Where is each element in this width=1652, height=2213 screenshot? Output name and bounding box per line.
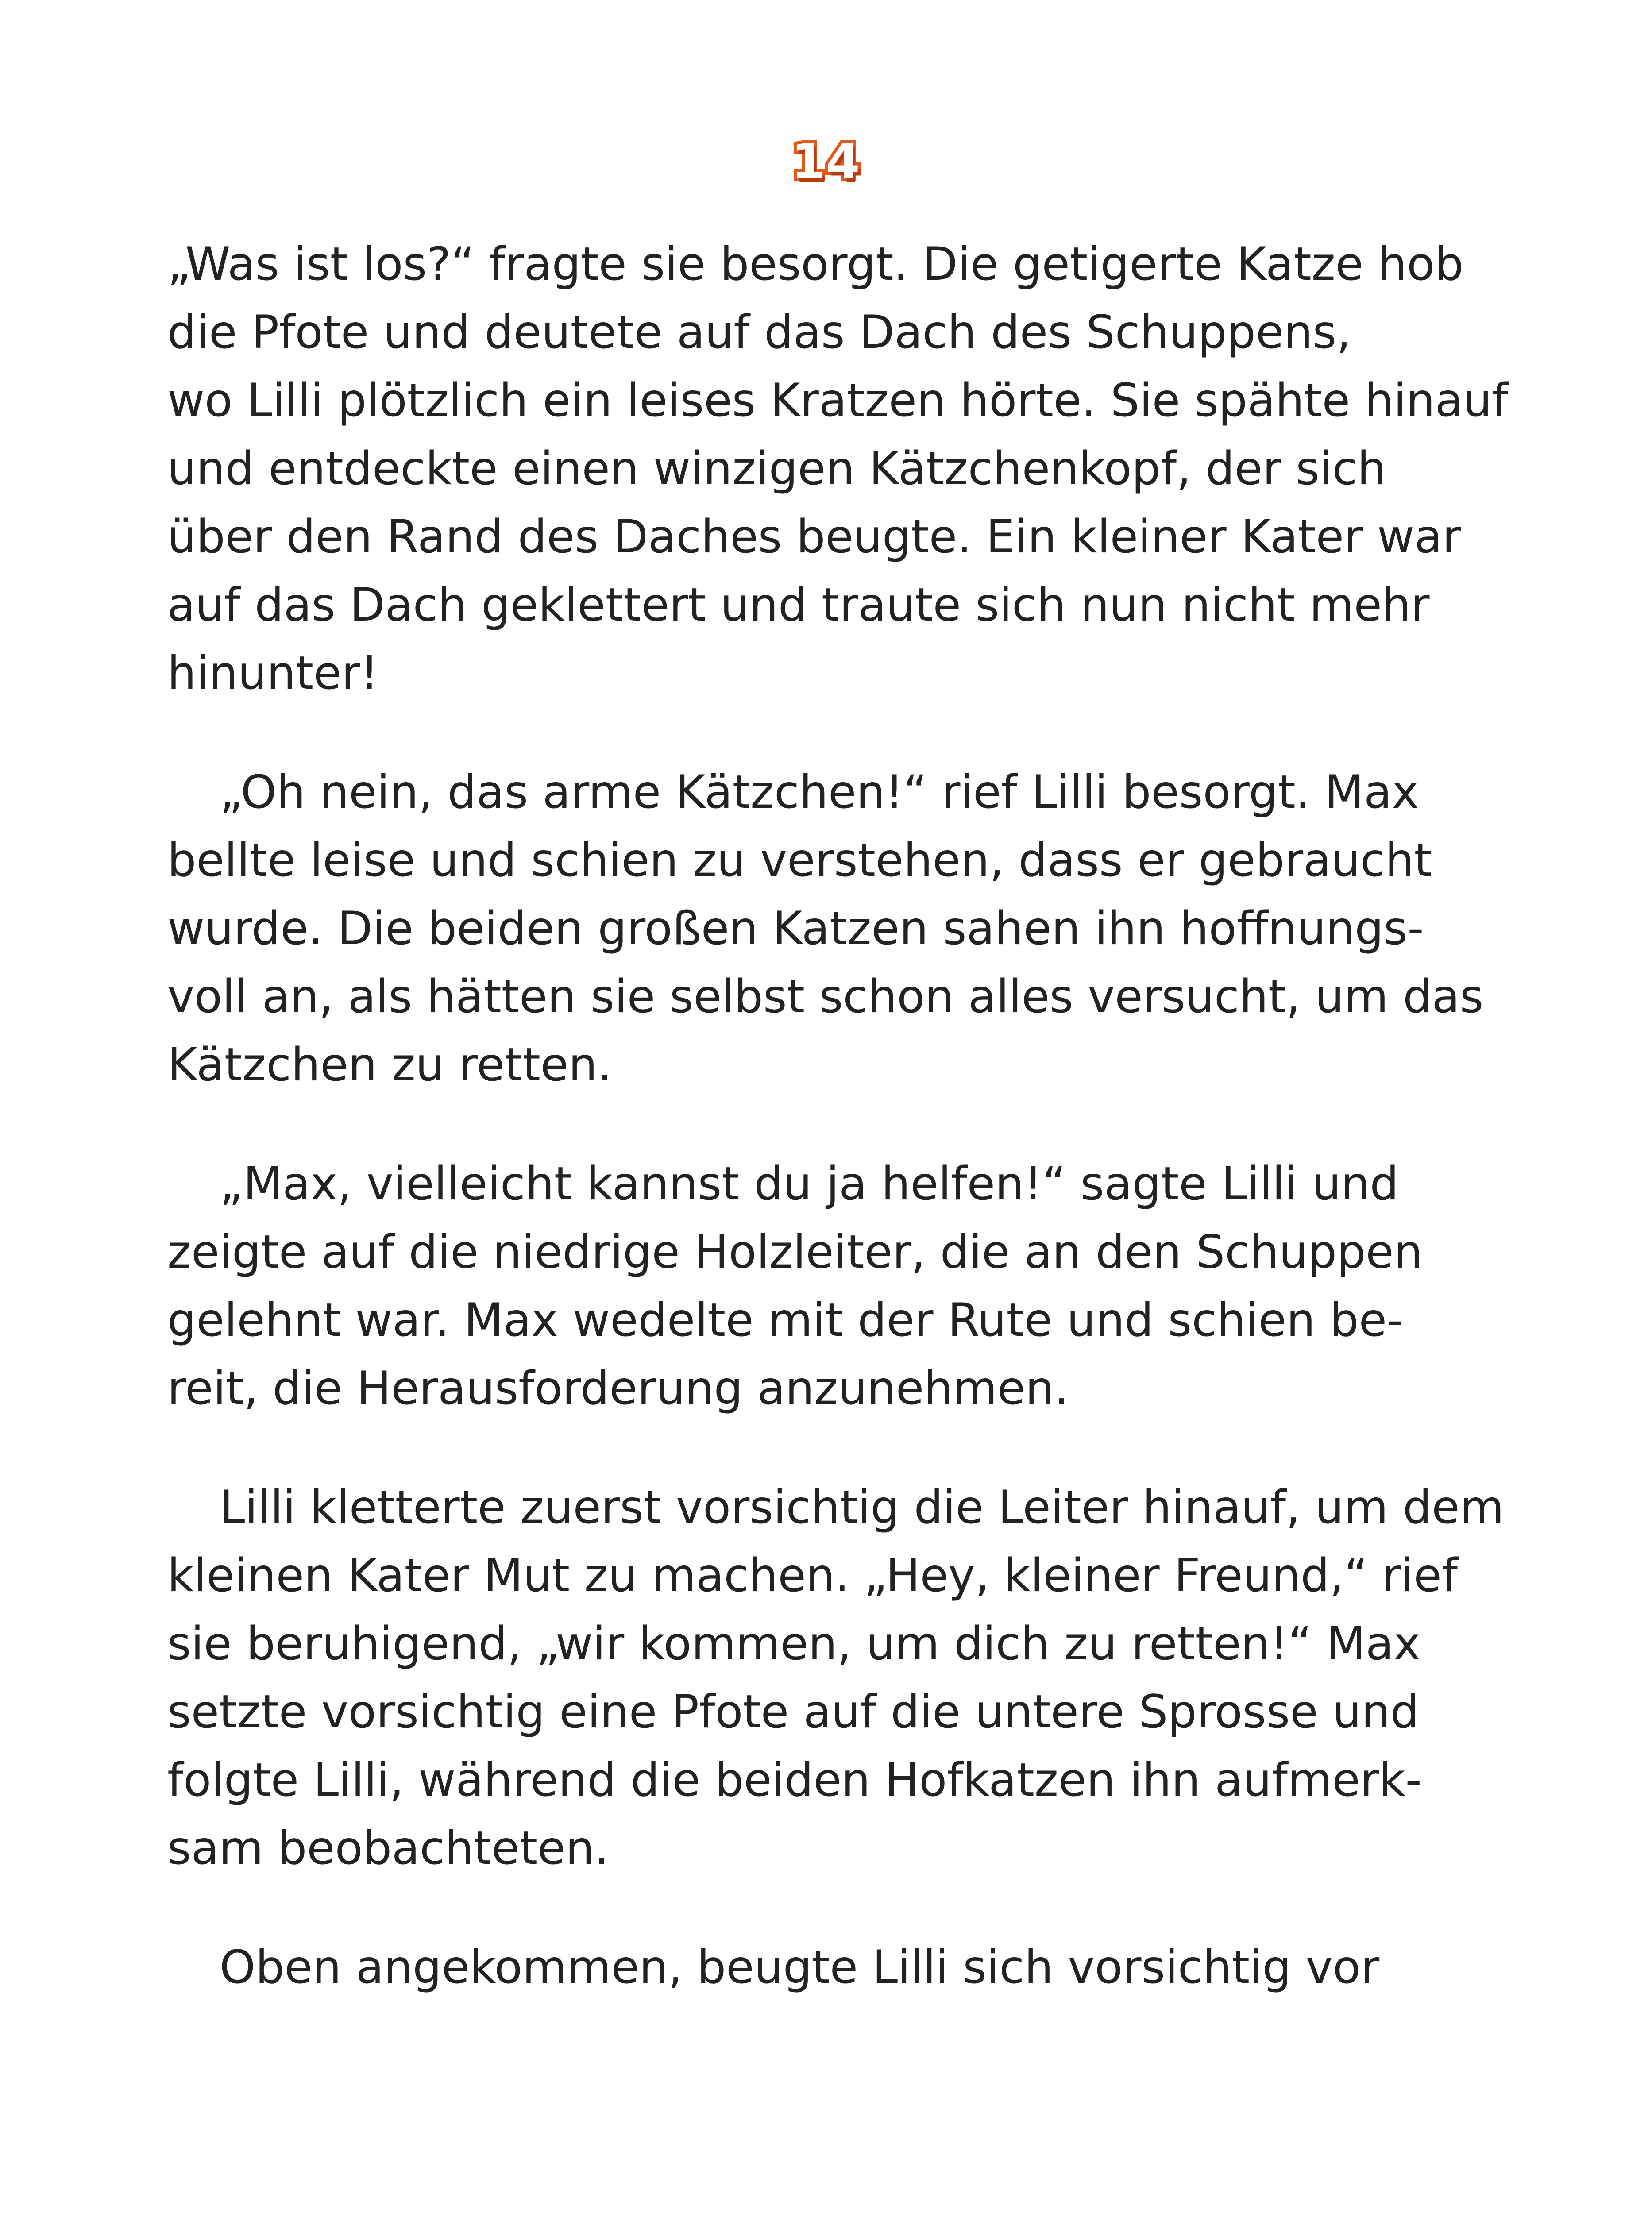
paragraph-spacer — [167, 1423, 1451, 1473]
text-line: wurde. Die beiden großen Katzen sahen ihn hoffnungs- — [167, 902, 1424, 955]
text-line: „Was ist los?“ fragte sie besorgt. Die getigerte Katze hob — [167, 238, 1464, 291]
text-line: und entdeckte einen winzigen Kätzchenkopf, der sich — [167, 442, 1386, 495]
text-line: folgte Lilli, während die beiden Hofkatzen ihn aufmerk- — [167, 1754, 1422, 1807]
text-line: kleinen Kater Mut zu machen. „Hey, kleiner Freund,“ rief — [167, 1549, 1458, 1602]
paragraph — [167, 1933, 1451, 2001]
text-line: sie beruhigend, „wir kommen, um dich zu retten!“ Max — [167, 1617, 1421, 1670]
paragraph-spacer — [167, 1099, 1451, 1150]
text-line: „Max, vielleicht kannst du ja helfen!“ sagte Lilli und — [220, 1157, 1399, 1211]
paragraph — [167, 758, 1484, 1099]
text-line: reit, die Herausforderung anzunehmen. — [167, 1362, 1069, 1415]
paragraph-spacer — [167, 1882, 1451, 1933]
paragraph-spacer — [167, 707, 1451, 758]
text-line: hinunter! — [167, 647, 379, 700]
paragraph — [167, 1150, 1451, 1423]
text-line: setzte vorsichtig eine Pfote auf die untere Sprosse und — [167, 1685, 1420, 1739]
story-text — [167, 230, 1508, 2001]
text-line: Kätzchen zu retten. — [167, 1038, 612, 1091]
text-line: die Pfote und deutete auf das Dach des Schuppens, — [167, 306, 1351, 359]
text-line: über den Rand des Daches beugte. Ein kleiner Kater war — [167, 510, 1461, 563]
page-number: 14 — [791, 133, 861, 190]
text-line: bellte leise und schien zu verstehen, dass er gebraucht — [167, 834, 1432, 887]
text-line: wo Lilli plötzlich ein leises Kratzen hörte. Sie spähte hinauf — [167, 374, 1508, 427]
text-line: auf das Dach geklettert und traute sich nun nicht mehr — [167, 578, 1430, 632]
text-line: zeigte auf die niedrige Holzleiter, die an den Schuppen — [167, 1226, 1423, 1279]
text-line: Oben angekommen, beugte Lilli sich vorsichtig vor — [220, 1941, 1380, 1994]
text-line: Lilli kletterte zuerst vorsichtig die Leiter hinauf, um dem — [220, 1481, 1504, 1534]
paragraph — [167, 230, 1508, 707]
text-line: voll an, als hätten sie selbst schon alles versucht, um das — [167, 970, 1484, 1023]
paragraph — [167, 1473, 1504, 1882]
text-line: gelehnt war. Max wedelte mit der Rute und schien be- — [167, 1294, 1404, 1347]
text-line: sam beobachteten. — [167, 1822, 609, 1875]
text-line: „Oh nein, das arme Kätzchen!“ rief Lilli besorgt. Max — [220, 766, 1419, 819]
